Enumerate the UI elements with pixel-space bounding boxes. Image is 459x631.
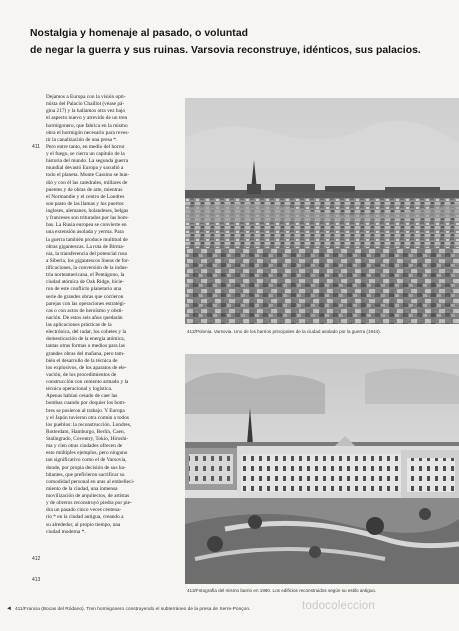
photo-reconstructed-image [185,354,459,584]
headline [30,26,455,59]
body-line: todo el planeta. Monte Cassino se hun- [46,172,130,179]
body-line: obras gigantescas. La ruta de Birma- [46,243,125,250]
footer-arrow-icon: ◄ [6,606,12,612]
body-line: mundial devastó Europa y sacudió a [46,165,124,172]
body-text-column [46,94,180,536]
body-line: la guerra también produce multitud de [46,236,128,243]
body-line: obra el hormigón necesario para reves- [46,129,130,136]
margin-note-413: 413 [32,577,41,583]
body-line: Rotterdam, Hamburgo, Berlín, Caen, [46,428,126,435]
footer-caption-text: 411/Francia (Bocas del Ródano). Tren hormigonero construyendo el subterráneo de la presa de Serre-Ponçon. [14,607,251,612]
body-line: esto múltiples ejemplos, pero ninguno [46,450,128,457]
body-line: bombas cuando por doquier los hom- [46,400,126,407]
photo-reconstructed-1960 [185,354,459,584]
body-line: y de obreros reconstruyó piedra por pie- [46,500,132,507]
body-line: tria norteamericana, el Pentágono, la [46,272,125,279]
body-line: Pero entre tanto, en medio del horror [46,143,125,150]
body-line: domesticación de la energía atómica, [46,336,125,343]
body-line: historia del mundo. La segunda guerra [46,158,129,165]
body-line: dra un pasado cinco veces centena- [46,507,122,514]
body-line: puentes y de obras de arte, mientras [46,186,123,193]
body-line: bitantes, que prefirieron sacrificar su [46,471,125,478]
body-line: su alrededor, al propio tiempo, una [46,521,121,528]
headline-line-2: de negar la guerra y sus ruinas. Varsovia reconstruye, idénticos, sus palacios. [30,44,421,56]
body-line: tificaciones, la conversión de la indus- [46,265,129,271]
body-line: ciudad moderna *. [46,528,86,535]
body-line: comodidad personal en aras al embelleci- [46,478,135,485]
body-line: miento de la ciudad, una inmensa [46,485,118,492]
body-line: bién el desarrollo de la técnica de [46,357,118,364]
watermark: todocoleccion [302,600,375,612]
body-line: los explosivos, de los aparatos de ele- [46,364,127,371]
body-line: ron de este conflicto planetario una [46,286,122,293]
body-line: bas. La Rusia europea se convierte en [46,222,127,229]
body-line: movilización de arquitectos, de artistas [46,493,130,499]
body-line: Dejamos a Europa con la visión opti- [46,94,126,100]
photo-ruins-1944 [185,98,459,324]
body-line: ingleses, alemanes, holandeses, belgas [46,208,129,214]
body-line: Apenas habían cesado de caer las [46,393,118,400]
body-line: los pueblos: la reconstrucción. Londres, [46,421,132,428]
body-line: ciudad atómica de Oak Ridge, hicie- [46,279,125,286]
body-line: y franceses son triturados por las bom- [46,215,129,222]
body-line: Stalingrado, Coventry, Tokio, Hiroshi- [46,436,129,442]
body-line: a Siberia, los gigantescos líneas de for- [46,257,130,264]
body-line: el Normandie y el centro de Londres [46,193,125,200]
body-line: ma y cien otras ciudades ofrecen de [46,443,123,450]
body-line: las aplicaciones prácticas de la [46,322,112,328]
body-line: hormigonero, que fabrica en la mismo [46,122,128,129]
body-line: una extensión asolada y yerma. Para [46,229,124,236]
body-line: técnica operacional y logística. [46,386,113,393]
footer-caption [6,606,306,612]
photo-ruins-image [185,98,459,324]
body-line: donde, por propia decisión de sus ha- [46,464,126,471]
caption-photo-412: 412/Polonia. Varsovia. Uno de los barrios principales de la ciudad asolado por la guerra (1944). [187,329,381,334]
body-line: tir la canalización de una presa *. [46,136,118,143]
headline-line-1: Nostalgia y homenaje al pasado, o voluntad [30,28,249,39]
body-line: rio * en la ciudad antigua, creando a [46,514,124,521]
body-line: serie de grandes obras que corrieron [46,293,124,300]
body-line: nación. De estos seis años quedarán [46,314,123,321]
body-line: dió y con él las catedrales, millares de [46,179,128,186]
caption-photo-413: 413/Fotografía del mismo barrio en 1960. Los edificios reconstruidos según su estilo antiguo. [187,588,377,593]
body-line: mista del Palacio Chaillot (véase pá- [46,101,125,108]
body-line: son pasto de las llamas y los puertos [46,200,124,207]
body-line: grandes obras del mañana, pero tam- [46,350,125,357]
body-line: construcción con cemento armado y la [46,379,129,385]
body-line: nia, la transferencia del potencial ruso [46,250,128,257]
body-line: tan significativo como el de Varsovia, [46,457,127,464]
body-line: gina 217) y la hallamos otra vez bajo [46,108,126,115]
body-line: y el Japón tuvieron otra común a todos [46,414,129,421]
body-line: y el fuego, se cierra un capítulo de la [46,151,125,157]
body-line: cas o con actos de heroísmo y obsti- [46,307,124,314]
body-line: el aspecto nuevo y atrevido de un tren [46,115,128,122]
body-line: tantas otras formas o medios para las [46,343,125,350]
body-line: bres se pusieron al trabajo. Y Europa [46,407,125,414]
body-line: parejas con las operaciones estratégi- [46,300,126,307]
margin-note-411: 411 [32,144,40,150]
body-line: vación, de los procedimientos de [46,371,117,378]
body-line: electrónica, del radar, los cohetes y la [46,329,127,336]
margin-note-412: 412 [32,556,41,562]
